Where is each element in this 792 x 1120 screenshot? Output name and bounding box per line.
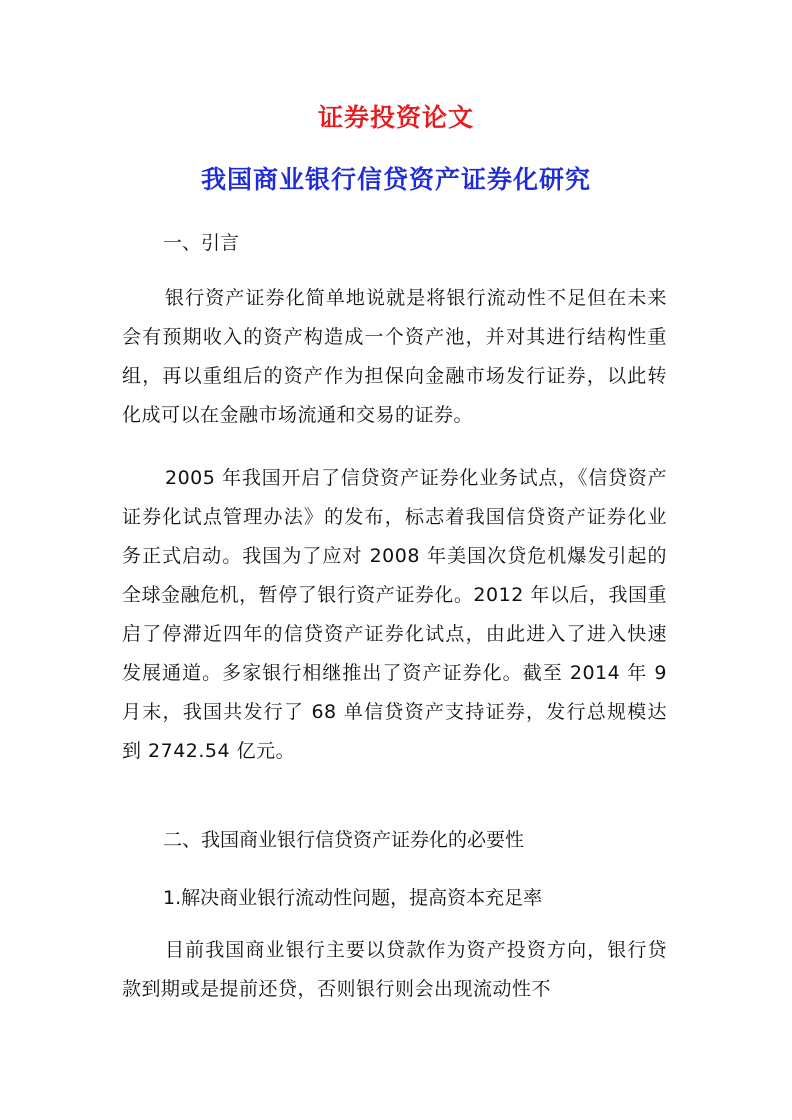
subsection-heading-liquidity: 1.解决商业银行流动性问题，提高资本充足率 <box>163 887 543 909</box>
section-heading-necessity: 二、我国商业银行信贷资产证券化的必要性 <box>163 829 525 851</box>
paragraph-1: 银行资产证券化简单地说就是将银行流动性不足但在未来会有预期收入的资产构造成一个资产池，并对其进行结构性重组，再以重组后的资产作为担保向金融市场发行证券，以此转化成可以在金融市场流通和交易的证券。 <box>122 287 667 426</box>
paragraph-3: 目前我国商业银行主要以贷款作为资产投资方向，银行贷款到期或是提前还贷，否则银行则会出现流动性不 <box>122 939 667 1000</box>
paragraph-2: 2005 年我国开启了信贷资产证券化业务试点，《信贷资产证券化试点管理办法》的发布，标志着我国信贷资产证券化业务正式启动。我国为了应对 2008 年美国次贷危机爆发引起的全球金融危机，暂停了银行资产证券化。2012 年以后，我国重启了停滞近四年的信贷资产证券化试点，由此进入了进入快速发展通道。多家银行相继推出了资产证券化。截至 2014 年 9 月末，我国共发行了 68 单信贷资产支持证券，发行总规模达到 2742.54 亿元。 <box>122 467 667 762</box>
section-heading-introduction: 一、引言 <box>163 232 240 254</box>
document-subtitle: 我国商业银行信贷资产证券化研究 <box>200 165 591 194</box>
document-title: 证券投资论文 <box>317 103 474 132</box>
